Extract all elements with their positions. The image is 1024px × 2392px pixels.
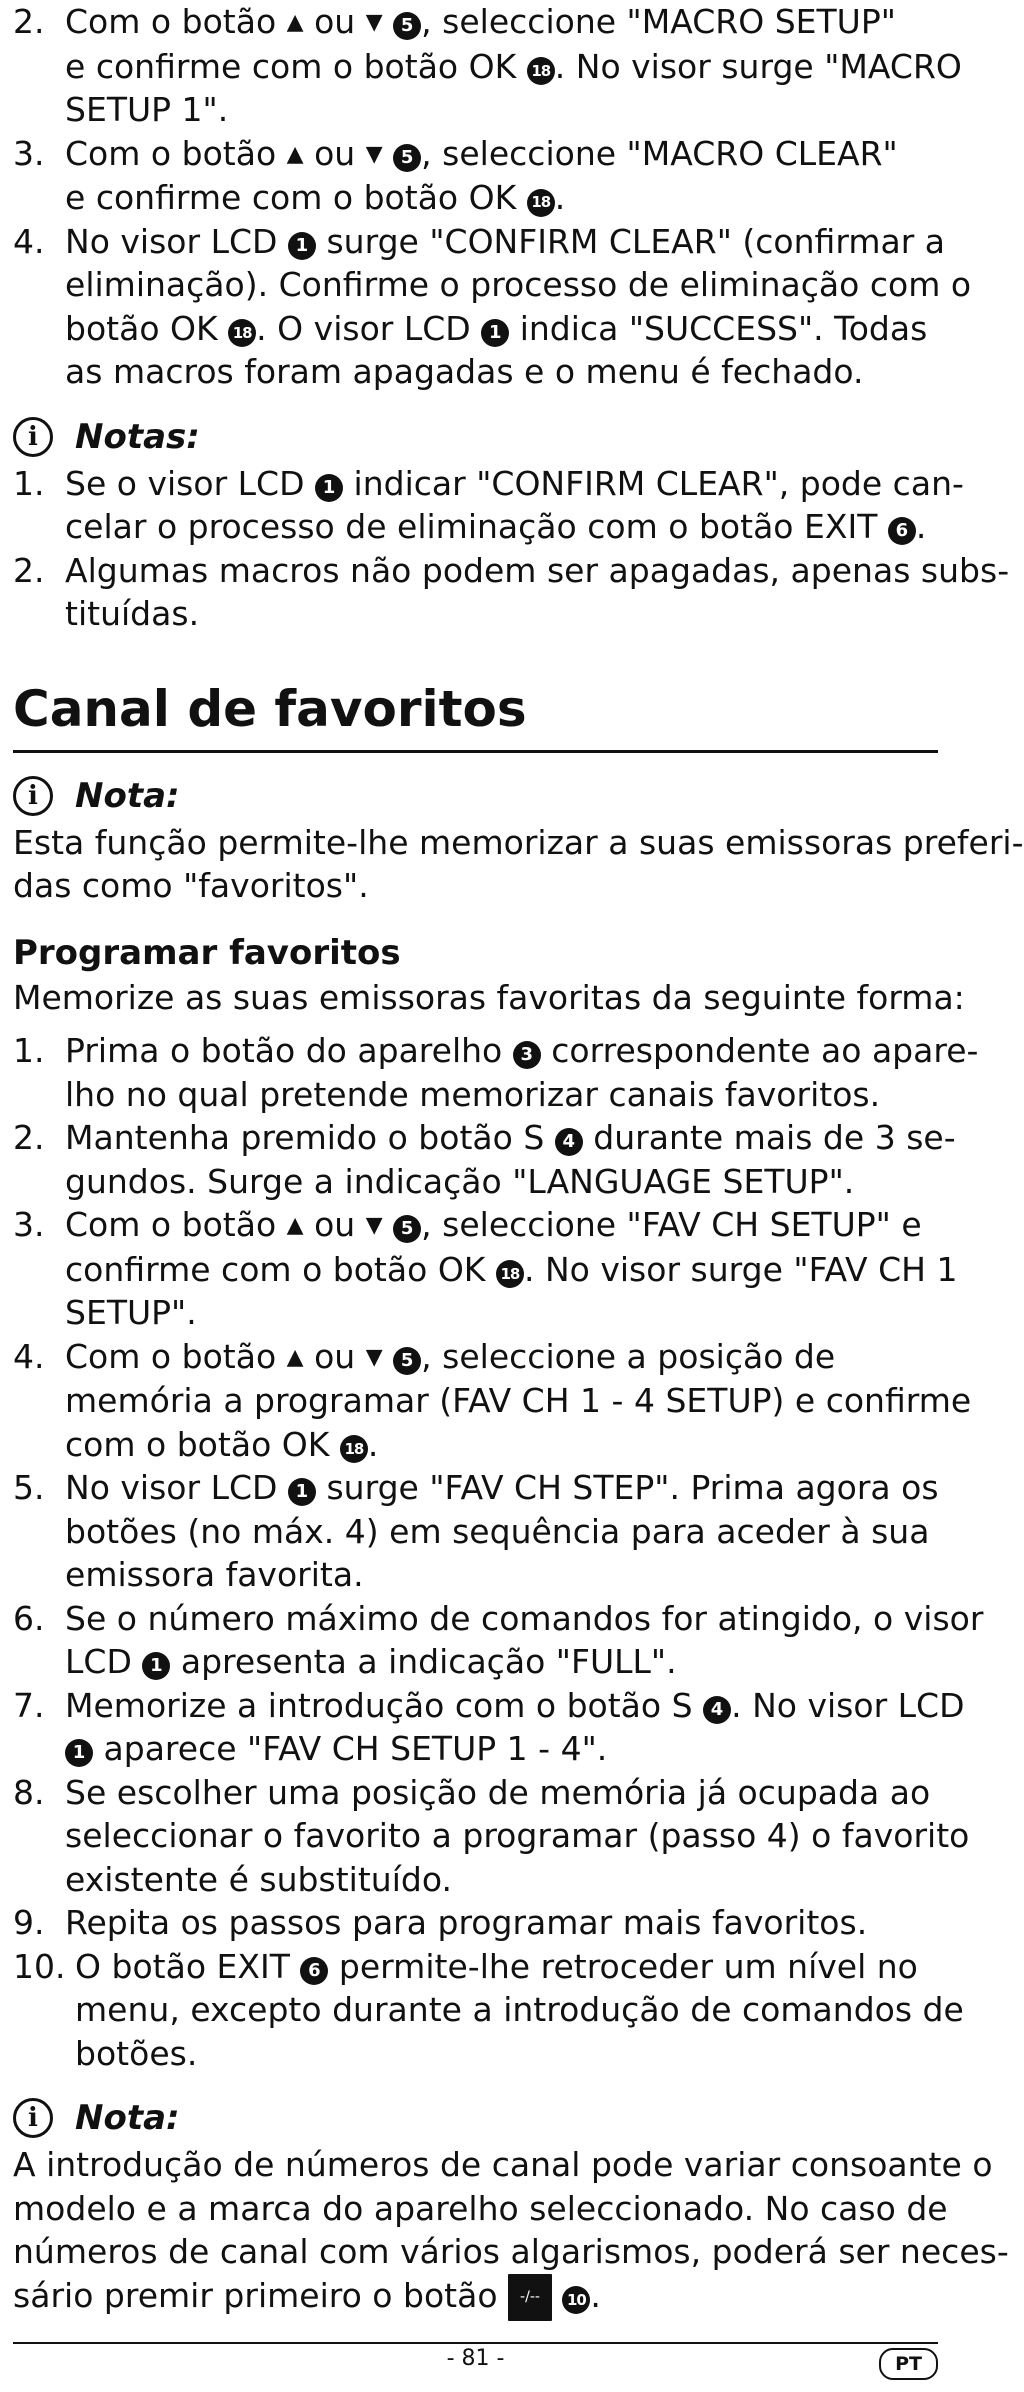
arrow-down-icon: ▼ [365, 141, 383, 167]
item-number: 10. [13, 1946, 66, 1986]
notes-list [13, 462, 1010, 636]
list-item [13, 462, 964, 549]
list-item [13, 220, 972, 394]
item-number: 8. [13, 1772, 45, 1812]
list-item [13, 0, 962, 132]
item-number: 3. [13, 133, 45, 173]
list-item [13, 1684, 965, 1771]
list-item [13, 132, 938, 220]
arrow-down-icon: ▼ [365, 10, 383, 35]
item-number: 3. [13, 1205, 45, 1244]
item-text: Com o botão ▲ ou ▼ 5 , seleccione a posição de memória a programar (FAV CH 1 - 4 SETUP) e confrme com o botão OK 18 . [65, 1336, 972, 1464]
text-line: modelo e a marca do aparelho seleccionado. No caso de [13, 2188, 948, 2228]
note-heading-2 [13, 2093, 938, 2143]
reference-number-6: 6 [300, 1957, 328, 1985]
reference-number-1: 1 [65, 1739, 93, 1767]
item-text: Com o botão ▲ ou ▼ 5 , seleccione "MACRO SETUP" e confrme com o botão OK 18 . No visor surge "MACRO SETUP 1". [65, 2, 962, 129]
page-footer [13, 2342, 938, 2384]
text-line: das como "favoritos". [13, 866, 369, 905]
note-text [13, 821, 1024, 908]
list-item [13, 549, 1010, 636]
text-line: Esta função permite-lhe memorizar a suas emissoras preferi- [13, 822, 1024, 862]
reference-number-5: 5 [393, 144, 421, 172]
language-badge: PT [879, 2348, 938, 2380]
arrow-up-icon: ▲ [286, 1213, 304, 1238]
intro-text: Memorize as suas emissoras favoritas da seguinte forma: [13, 977, 965, 1017]
macro-clear-steps [13, 0, 972, 394]
notes-label: Notas: [75, 416, 200, 457]
item-text: Prima o botão do aparelho 3 correspondente ao apare- lho no qual pretende memorizar canais favoritos. [65, 1031, 979, 1114]
arrow-up-icon: ▲ [286, 10, 304, 35]
manual-page [13, 0, 1024, 2321]
item-text: Repita os passos para programar mais favoritos. [65, 1903, 868, 1942]
reference-number-4: 4 [555, 1128, 583, 1156]
reference-number-6: 6 [888, 517, 916, 545]
item-number: 7. [13, 1685, 45, 1725]
item-number: 4. [13, 1336, 45, 1376]
note-label: Nota: [75, 775, 180, 816]
item-text: Mantenha premido o botão S 4 durante mais de 3 se- gundos. Surge a indicação "LANGUAGE SETUP". [65, 1118, 956, 1201]
item-number: 2. [13, 1118, 45, 1157]
list-item [13, 1335, 972, 1467]
item-number: 1. [13, 463, 45, 503]
info-icon: i [13, 417, 53, 457]
item-text: No visor LCD 1 surge "FAV CH STEP". Prima agora os botões (no máx. 4) em sequência para aceder à sua emissora favorita. [65, 1468, 939, 1594]
arrow-up-icon: ▲ [286, 141, 304, 167]
favorite-steps [13, 1029, 984, 2075]
item-text: Se o visor LCD 1 indicar "CONFIRM CLEAR", pode can- celar o processo de eliminação com o botão EXIT 6 . [65, 463, 964, 546]
item-number: 6. [13, 1598, 45, 1638]
info-icon: i [13, 2098, 53, 2138]
item-text: Com o botão ▲ ou ▼ 5 , seleccione "FAV CH SETUP" e confrme com o botão OK 18 . No visor surge "FAV CH 1 SETUP". [65, 1205, 958, 1332]
digit-button-icon: -/-- [508, 2274, 552, 2322]
list-item [13, 1901, 938, 1945]
reference-number-1: 1 [315, 474, 343, 502]
note-text-2 [13, 2143, 1009, 2321]
reference-number-18: 18 [527, 57, 555, 85]
reference-number-18: 18 [340, 1435, 368, 1463]
item-text: O botão EXIT 6 permite-lhe retroceder um nível no menu, excepto durante a introdução de comandos de botões. [75, 1946, 964, 2073]
item-number: 9. [13, 1903, 45, 1942]
item-text: Com o botão ▲ ou ▼ 5 , seleccione "MACRO CLEAR" e confrme com o botão OK 18 . [65, 133, 898, 217]
item-text: Algumas macros não podem ser apagadas, apenas subs- tituídas. [65, 550, 1010, 633]
list-item [13, 1466, 938, 1597]
section-title: Canal de favoritos [13, 674, 938, 753]
subheading: Programar favoritos [13, 932, 401, 973]
item-text: Memorize a introdução com o botão S 4 . No visor LCD 1 aparece "FAV CH SETUP 1 - 4". [65, 1685, 965, 1768]
arrow-up-icon: ▲ [286, 1344, 304, 1370]
text-line: A introdução de números de canal pode variar consoante o [13, 2145, 993, 2184]
list-item [13, 1116, 956, 1203]
reference-number-3: 3 [513, 1041, 541, 1069]
item-text: No visor LCD 1 surge "CONFIRM CLEAR" (confrmar a eliminação). Confrme o processo de eliminação com o botão OK 18 . O visor LCD 1 indica "SUCCESS". Todas as macros foram apagadas e o menu é fechado. [65, 221, 972, 391]
item-number: 2. [13, 550, 45, 590]
item-number: 2. [13, 2, 45, 41]
reference-number-1: 1 [142, 1652, 170, 1680]
note-heading [13, 771, 938, 821]
arrow-down-icon: ▼ [365, 1344, 383, 1370]
page-number: - 81 - [446, 2346, 505, 2371]
reference-number-1: 1 [288, 1478, 316, 1506]
info-icon: i [13, 776, 53, 816]
reference-number-18: 18 [228, 319, 256, 347]
item-text: Se escolher uma posição de memória já ocupada ao seleccionar o favorito a programar (passo 4) o favorito existente é substituído. [65, 1772, 970, 1899]
text-line: números de canal com vários algarismos, poderá ser neces- [13, 2232, 1009, 2271]
reference-number-5: 5 [393, 1347, 421, 1375]
reference-number-5: 5 [393, 12, 421, 40]
item-number: 4. [13, 221, 45, 261]
list-item [13, 1771, 970, 1902]
list-item [13, 1203, 958, 1335]
reference-number-10: 10 [562, 2286, 590, 2314]
list-item [13, 1597, 984, 1684]
list-item [13, 1029, 979, 1116]
reference-number-4: 4 [703, 1696, 731, 1724]
reference-number-1: 1 [288, 232, 316, 260]
reference-number-18: 18 [496, 1260, 524, 1288]
note-label-2: Nota: [75, 2098, 180, 2138]
list-item [13, 1945, 964, 2076]
reference-number-1: 1 [481, 319, 509, 347]
item-text: Se o número máximo de comandos for atingido, o visor LCD 1 apresenta a indicação "FULL". [65, 1598, 984, 1681]
arrow-down-icon: ▼ [365, 1213, 383, 1238]
item-number: 5. [13, 1468, 45, 1507]
reference-number-5: 5 [393, 1215, 421, 1243]
text-line: sário premir primeiro o botão -/-- 10 . [13, 2274, 938, 2322]
reference-number-18: 18 [527, 189, 555, 217]
notes-heading [13, 412, 938, 462]
item-number: 1. [13, 1031, 45, 1070]
